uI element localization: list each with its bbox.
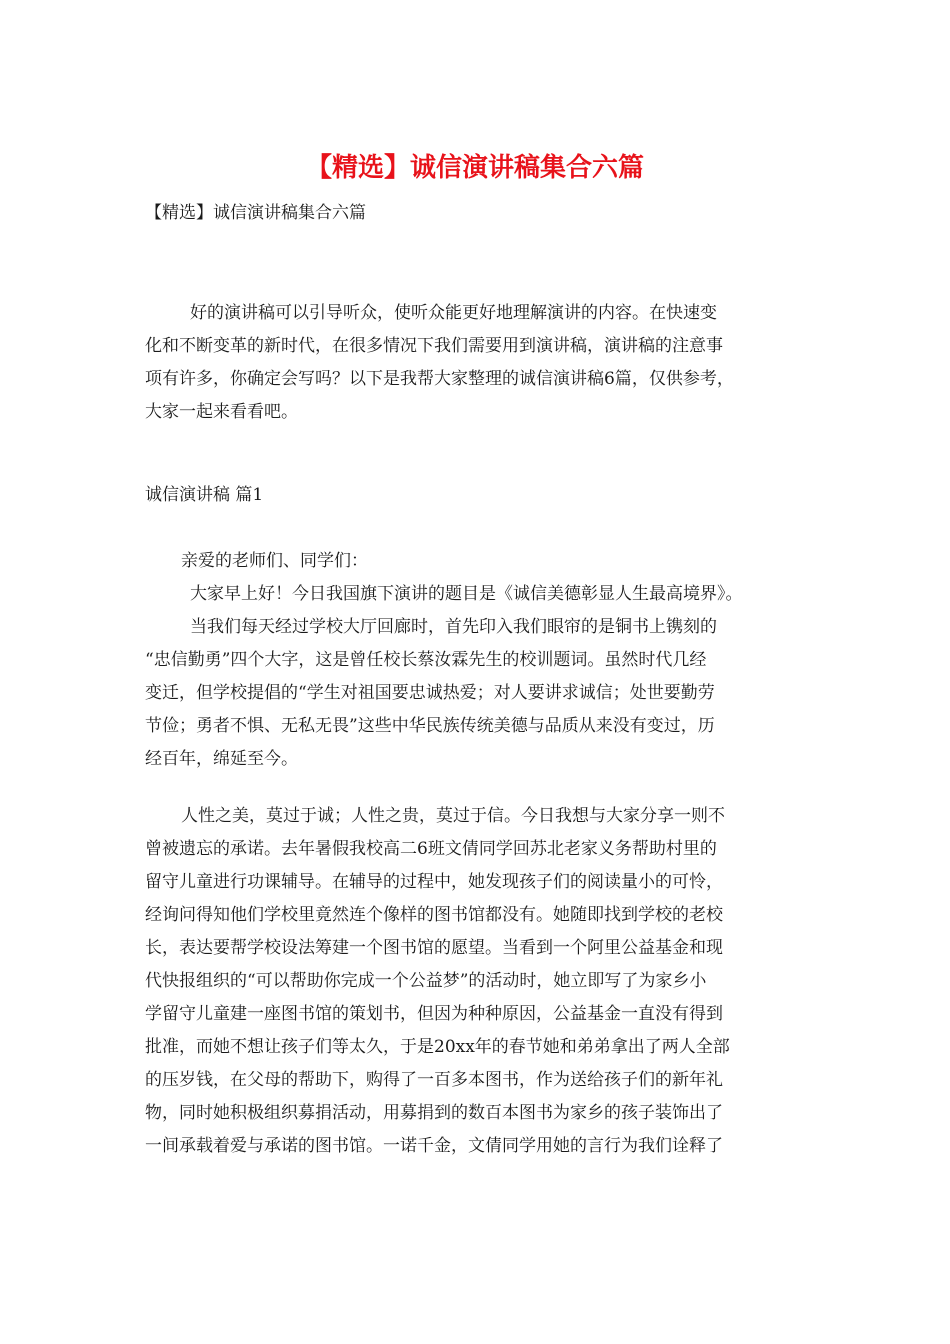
- paragraph-line: 的压岁钱，在父母的帮助下，购得了一百多本图书，作为送给孩子们的新年礼: [145, 1070, 723, 1090]
- paragraph-line: 代快报组织的“可以帮助你完成一个公益梦”的活动时，她立即写了为家乡小: [145, 971, 707, 991]
- paragraph-2: [145, 611, 810, 776]
- section-heading: 诚信演讲稿 篇1: [145, 485, 264, 505]
- paragraph-line: 曾被遗忘的承诺。去年暑假我校高二6班文倩同学回苏北老家义务帮助村里的: [145, 839, 717, 859]
- intro-line: 好的演讲稿可以引导听众，使听众能更好地理解演讲的内容。在快速变: [190, 303, 717, 323]
- paragraph-line: 经百年，绵延至今。: [145, 749, 298, 769]
- intro-line: 化和不断变革的新时代，在很多情况下我们需要用到演讲稿，演讲稿的注意事: [145, 336, 723, 356]
- paragraph-line: 批准，而她不想让孩子们等太久，于是20xx年的春节她和弟弟拿出了两人全部: [145, 1037, 730, 1057]
- paragraph-line: 学留守儿童建一座图书馆的策划书，但因为种种原因，公益基金一直没有得到: [145, 1004, 723, 1024]
- paragraph-3: [145, 800, 810, 1163]
- intro-line: 大家一起来看看吧。: [145, 402, 298, 422]
- intro-line: 项有许多，你确定会写吗？以下是我帮大家整理的诚信演讲稿6篇，仅供参考，: [145, 369, 734, 389]
- paragraph-line: 节俭；勇者不惧、无私无畏”这些中华民族传统美德与品质从来没有变过，历: [145, 716, 715, 736]
- paragraph-line: 经询问得知他们学校里竟然连个像样的图书馆都没有。她随即找到学校的老校: [145, 905, 723, 925]
- paragraph-line: 留守儿童进行功课辅导。在辅导的过程中，她发现孩子们的阅读量小的可怜，: [145, 872, 723, 892]
- paragraph-line: 当我们每天经过学校大厅回廊时，首先印入我们眼帘的是铜书上镌刻的: [190, 617, 717, 637]
- intro-paragraph: [145, 297, 810, 429]
- paragraph-line: “忠信勤勇”四个大字，这是曾任校长蔡汝霖先生的校训题词。虽然时代几经: [145, 650, 707, 670]
- paragraph-line: 大家早上好！今日我国旗下演讲的题目是《诚信美德彰显人生最高境界》。: [190, 584, 743, 604]
- document-subtitle: 【精选】诚信演讲稿集合六篇: [145, 203, 366, 223]
- paragraph-line: 长，表达要帮学校设法筹建一个图书馆的愿望。当看到一个阿里公益基金和现: [145, 938, 723, 958]
- paragraph-line: 人性之美，莫过于诚；人性之贵，莫过于信。今日我想与大家分享一则不: [181, 806, 725, 826]
- paragraph-1: [145, 578, 810, 611]
- greeting: 亲爱的老师们、同学们：: [181, 551, 368, 571]
- document-title: 【精选】诚信演讲稿集合六篇: [305, 153, 644, 183]
- paragraph-line: 物，同时她积极组织募捐活动，用募捐到的数百本图书为家乡的孩子装饰出了: [145, 1103, 723, 1123]
- paragraph-line: 一间承载着爱与承诺的图书馆。一诺千金，文倩同学用她的言行为我们诠释了: [145, 1136, 723, 1156]
- paragraph-line: 变迁，但学校提倡的“学生对祖国要忠诚热爱；对人要讲求诚信；处世要勤劳: [145, 683, 715, 703]
